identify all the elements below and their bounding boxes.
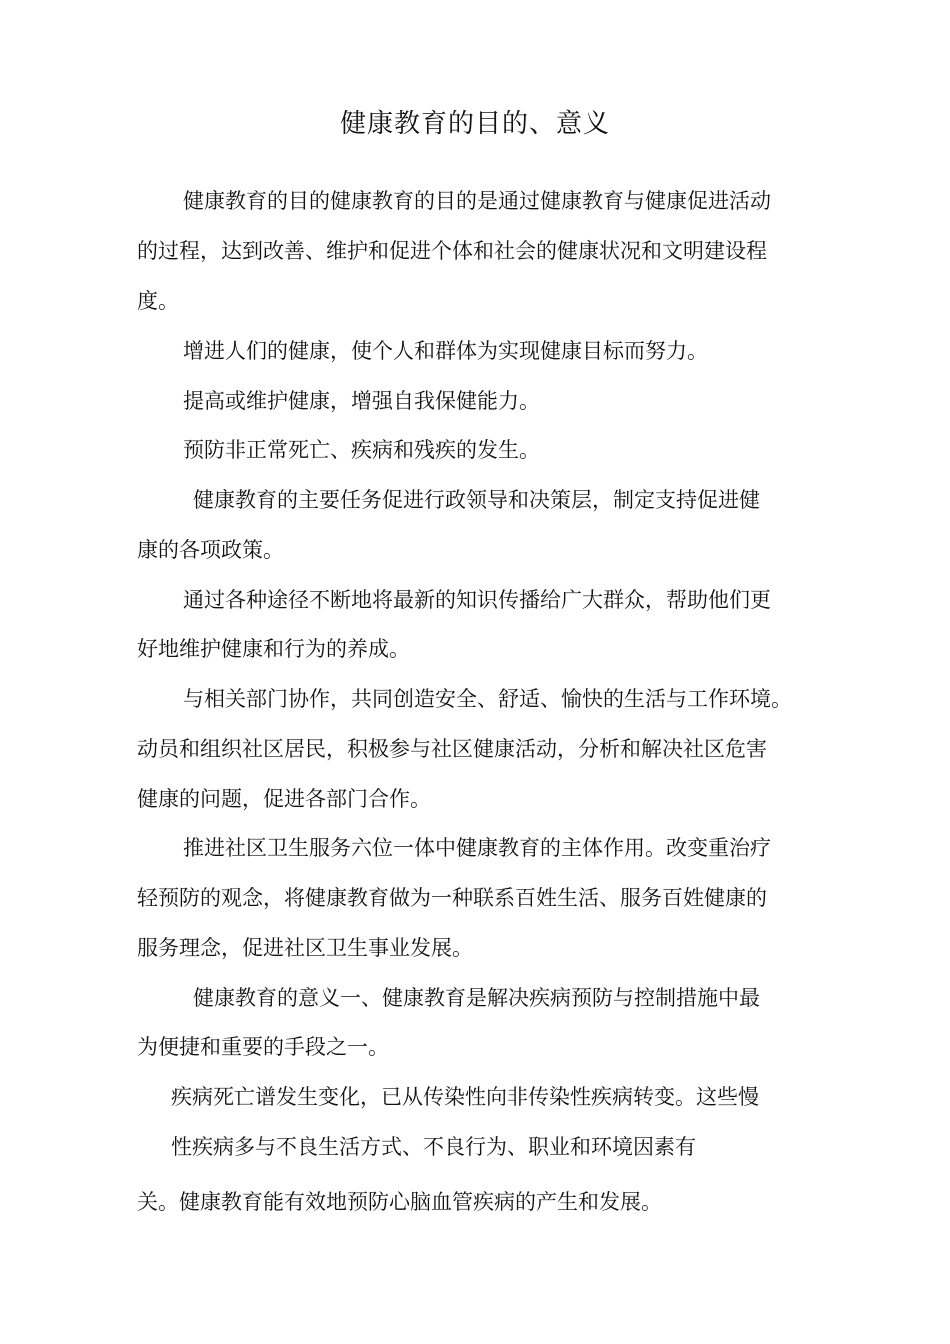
paragraph-line: 与相关部门协作，共同创造安全、舒适、愉快的生活与工作环境。	[183, 687, 792, 711]
paragraph-line: 健康教育的主要任务促进行政领导和决策层，制定支持促进健	[193, 488, 760, 512]
paragraph-line: 性疾病多与不良生活方式、不良行为、职业和环境因素有	[171, 1135, 696, 1159]
paragraph-line: 康的各项政策。	[137, 538, 284, 562]
paragraph-line: 健康教育的目的健康教育的目的是通过健康教育与健康促进活动	[183, 189, 771, 213]
paragraph-line: 提高或维护健康，增强自我保健能力。	[183, 389, 540, 413]
paragraph-line: 预防非正常死亡、疾病和残疾的发生。	[183, 438, 540, 462]
paragraph-line: 健康教育的意义一、健康教育是解决疾病预防与控制措施中最	[193, 986, 760, 1010]
paragraph-line: 动员和组织社区居民，积极参与社区健康活动，分析和解决社区危害	[137, 737, 767, 761]
paragraph-line: 好地维护健康和行为的养成。	[137, 637, 410, 661]
document-title: 健康教育的目的、意义	[339, 109, 610, 139]
paragraph-line: 的过程，达到改善、维护和促进个体和社会的健康状况和文明建设程	[137, 239, 767, 263]
paragraph-line: 增进人们的健康，使个人和群体为实现健康目标而努力。	[183, 339, 708, 363]
paragraph-line: 关。健康教育能有效地预防心脑血管疾病的产生和发展。	[137, 1190, 662, 1214]
paragraph-line: 通过各种途径不断地将最新的知识传播给广大群众，帮助他们更	[183, 588, 771, 612]
paragraph-line: 疾病死亡谱发生变化，已从传染性向非传染性疾病转变。这些慢	[171, 1085, 759, 1109]
paragraph-line: 度。	[137, 289, 179, 313]
paragraph-line: 为便捷和重要的手段之一。	[137, 1035, 389, 1059]
paragraph-line: 推进社区卫生服务六位一体中健康教育的主体作用。改变重治疗	[183, 836, 771, 860]
paragraph-line: 服务理念，促进社区卫生事业发展。	[137, 936, 473, 960]
paragraph-line: 轻预防的观念，将健康教育做为一种联系百姓生活、服务百姓健康的	[137, 886, 767, 910]
paragraph-line: 健康的问题，促进各部门合作。	[137, 787, 431, 811]
